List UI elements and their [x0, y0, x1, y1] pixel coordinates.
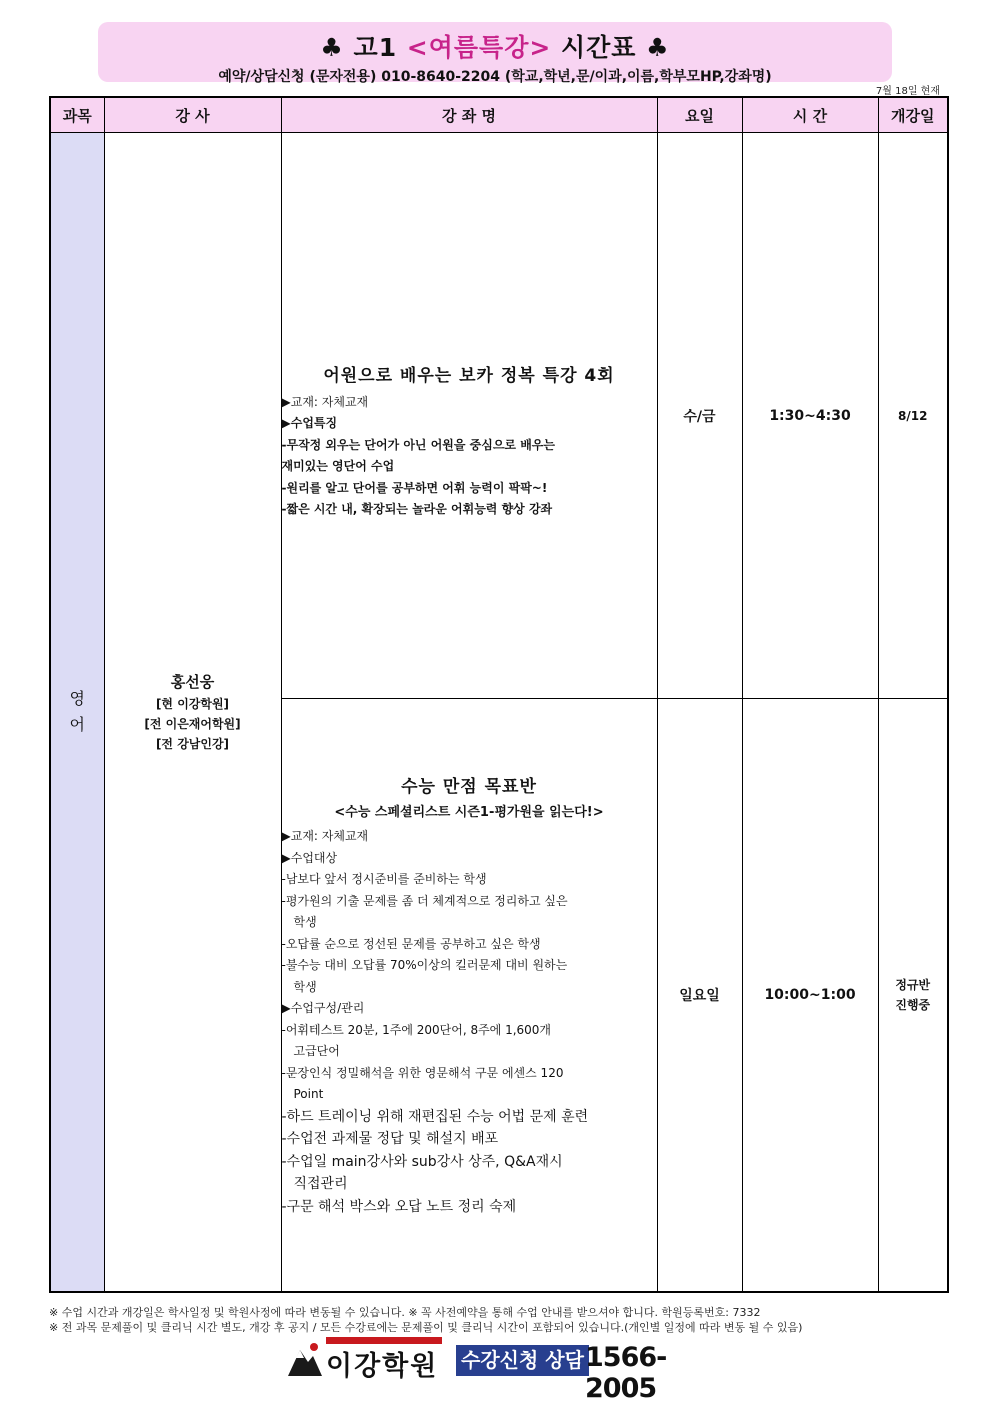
col-header-subject: 과목: [50, 97, 104, 133]
phone-number: 1566-2005: [585, 1342, 667, 1404]
subject-char: 어: [69, 715, 85, 734]
col-header-day: 요일: [657, 97, 742, 133]
course-line: ▶교재: 자체교재: [281, 394, 369, 409]
title-banner: [98, 22, 892, 85]
logo-tagline-bar: [326, 1337, 442, 1344]
footer-note: ※ 전 과목 문제풀이 및 클리닉 시간 별도, 개강 후 공지 / 모든 수강료에는 문제풀이 및 클리닉 시간이 포함되어 있습니다.(개인별 일정에 따라 변동 될 수 있음): [49, 1321, 803, 1334]
course-line: -어휘테스트 20분, 1주에 200단어, 8주에 1,600개: [281, 1022, 552, 1037]
col-header-start: 개강일: [878, 97, 948, 133]
col-header-course: 강 좌 명: [281, 97, 657, 133]
time-cell: 10:00~1:00: [742, 699, 878, 1293]
course-title: 수능 만점 목표반: [401, 777, 537, 797]
course-title: 어원으로 배우는 보카 정복 특강 4회: [323, 365, 615, 386]
header-row: [50, 97, 948, 133]
teacher-info: [전 강남인강]: [155, 736, 230, 751]
col-header-teacher: 강 사: [104, 97, 281, 133]
footer-notes: [49, 1305, 802, 1335]
course-line: -짧은 시간 내, 확장되는 놀라운 어휘능력 향상 강좌: [281, 502, 553, 516]
course-line: ▶수업대상: [281, 850, 338, 865]
table-row: [50, 133, 948, 699]
course-line: 직접관리: [293, 1176, 348, 1192]
day-cell: 수/금: [657, 133, 742, 699]
course-line: -오답률 순으로 정선된 문제를 공부하고 싶은 학생: [281, 936, 541, 951]
contact-subtitle: 예약/상담신청 (문자전용) 010-8640-2204 (학교,학년,문/이과,이름,학부모HP,강좌명): [218, 69, 772, 85]
course-line: 재미있는 영단어 수업: [281, 459, 395, 473]
course-line: ▶수업특징: [281, 416, 338, 430]
title-accent: <여름특강>: [406, 33, 552, 62]
as-of-date: 7월 18일 현재: [875, 86, 940, 97]
mountain-logo-icon: [286, 1340, 324, 1380]
course-cell: [281, 699, 657, 1293]
start-cell: [878, 699, 948, 1293]
course-line: 학생: [293, 915, 317, 929]
course-line: ▶수업구성/관리: [281, 1001, 365, 1015]
course-line: 학생: [293, 979, 317, 994]
course-line: -수업일 main강사와 sub강사 상주, Q&A재시: [281, 1153, 563, 1170]
course-line: -남보다 앞서 정시준비를 준비하는 학생: [281, 872, 487, 886]
course-line: -원리를 알고 단어를 공부하면 어휘 능력이 팍팍~!: [281, 480, 548, 495]
course-cell: [281, 133, 657, 699]
course-line: -불수능 대비 오답률 70%이상의 킬러문제 대비 원하는: [281, 958, 568, 972]
course-line: -수업전 과제물 정답 및 해설지 배포: [281, 1131, 499, 1147]
course-subtitle: <수능 스페셜리스트 시즌1-평가원을 읽는다!>: [334, 805, 604, 820]
title-prefix: ♣ 고1: [320, 33, 407, 62]
course-line: -문장인식 정밀해석을 위한 영문해석 구문 에센스 120: [281, 1065, 564, 1080]
footer-note: ※ 수업 시간과 개강일은 학사일정 및 학원사정에 따라 변동될 수 있습니다. ※ 꼭 사전예약을 통해 수업 안내를 받으셔야 합니다. 학원등록번호: 7332: [49, 1306, 761, 1319]
teacher-cell: [104, 133, 281, 1293]
teacher-info: [전 이은재어학원]: [144, 716, 241, 731]
enroll-consult-badge: 수강신청 상담: [456, 1345, 589, 1376]
start-line: 진행중: [895, 998, 931, 1012]
start-line: 정규반: [895, 978, 931, 992]
timetable: [49, 96, 949, 1293]
course-line: -평가원의 기출 문제를 좀 더 체계적으로 정리하고 싶은: [281, 893, 568, 908]
subject-char: 영: [69, 689, 85, 708]
course-line: Point: [293, 1087, 324, 1101]
col-header-time: 시 간: [742, 97, 878, 133]
title-suffix: 시간표 ♣: [551, 33, 670, 62]
time-cell: 1:30~4:30: [742, 133, 878, 699]
academy-logo: [286, 1338, 706, 1404]
subject-cell: [50, 133, 104, 1293]
course-line: 고급단어: [293, 1044, 340, 1058]
logo-name: 이강학원: [326, 1351, 439, 1382]
course-line: -구문 해석 박스와 오답 노트 정리 숙제: [281, 1198, 517, 1215]
teacher-name: 홍선웅: [170, 672, 215, 691]
course-line: -하드 트레이닝 위해 재편집된 수능 어법 문제 훈련: [281, 1108, 589, 1125]
start-cell: 8/12: [878, 133, 948, 699]
teacher-info: [현 이강학원]: [155, 696, 230, 711]
course-line: ▶교재: 자체교재: [281, 829, 369, 843]
course-line: -무작정 외우는 단어가 아닌 어원을 중심으로 배우는: [281, 437, 555, 452]
page-title: [98, 28, 892, 64]
day-cell: 일요일: [657, 699, 742, 1293]
